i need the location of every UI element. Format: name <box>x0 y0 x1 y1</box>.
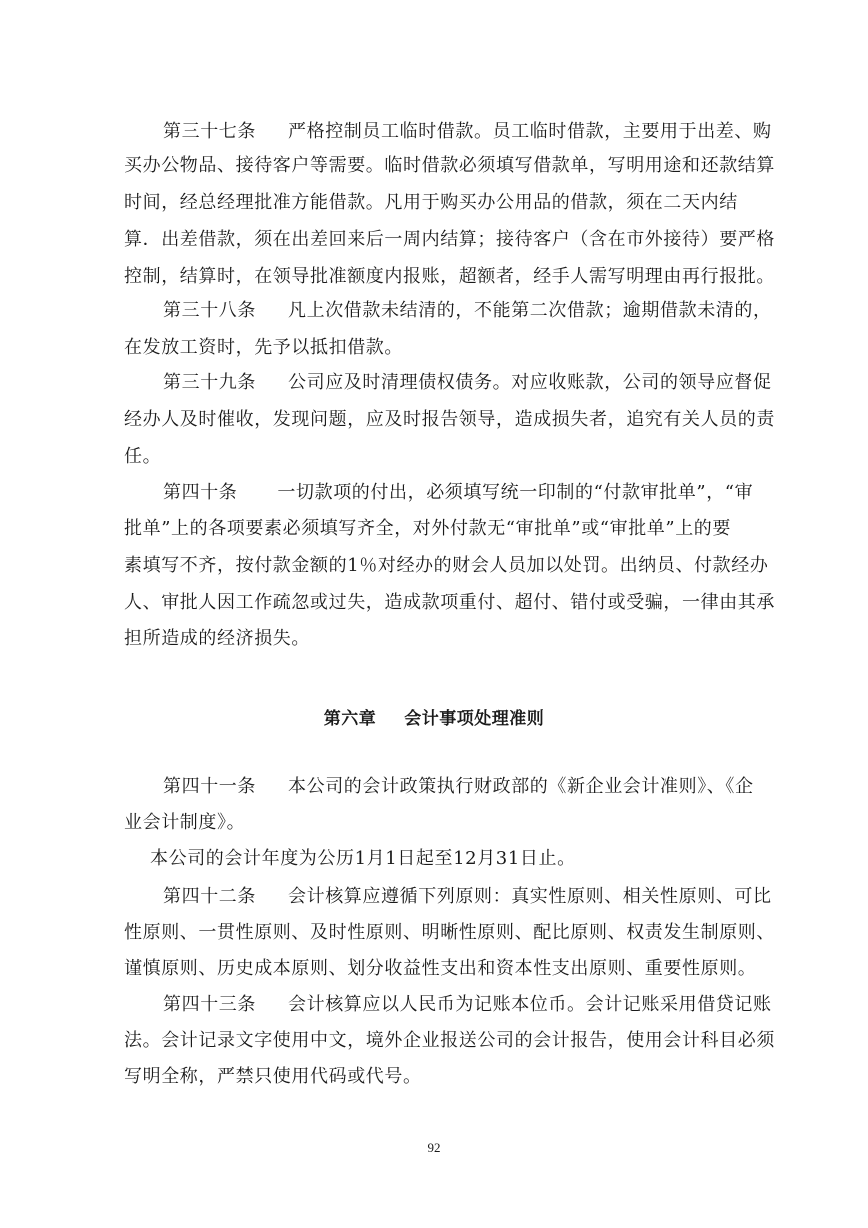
article-43-line-1 <box>163 994 772 1016</box>
article-39-text: 公司应及时清理债权债务。对应收账款，公司的领导应督促 <box>288 372 772 393</box>
article-40-line-4: 人、审批人因工作疏忽或过失，造成款项重付、超付、错付或受骗，一律由其承 <box>124 592 775 613</box>
page-number: 92 <box>427 1140 441 1155</box>
article-42-line-1 <box>163 886 772 908</box>
article-42-line-2: 性原则、一贯性原则、及时性原则、明晰性原则、配比原则、权责发生制原则、 <box>124 922 775 943</box>
article-38-text: 凡上次借款未结清的，不能第二次借款；逾期借款未清的， <box>288 300 772 321</box>
article-40-text: 一切款项的付出，必须填写统一印制的“付款审批单”，“审 <box>277 482 754 503</box>
article-43-text: 会计核算应以人民币为记账本位币。会计记账采用借贷记账 <box>288 994 772 1015</box>
article-39-number: 第三十九条 <box>163 372 256 393</box>
article-38-line-2: 在发放工资时，先予以抵扣借款。 <box>124 337 403 358</box>
article-38-number: 第三十八条 <box>163 300 256 321</box>
chapter-heading <box>0 704 868 729</box>
article-40-line-5: 担所造成的经济损失。 <box>124 628 310 649</box>
article-40-line-1 <box>163 482 753 504</box>
article-37-line-4: 算．出差借款，须在出差回来后一周内结算；接待客户（含在市外接待）要严格 <box>124 229 775 250</box>
article-43-line-2: 法。会计记录文字使用中文，境外企业报送公司的会计报告，使用会计科目必须 <box>124 1030 775 1051</box>
article-39-line-1 <box>163 372 772 394</box>
article-37-line-5: 控制，结算时，在领导批准额度内报账，超额者，经手人需写明理由再行报批。 <box>124 266 775 287</box>
article-43-number: 第四十三条 <box>163 994 256 1015</box>
article-41-number: 第四十一条 <box>163 776 256 797</box>
chapter-number: 第六章 <box>323 709 377 729</box>
article-41-line-2: 业会计制度》。 <box>124 812 246 833</box>
article-41-text: 本公司的会计政策执行财政部的《新企业会计准则》、《企 <box>288 776 754 797</box>
article-43-line-3: 写明全称，严禁只使用代码或代号。 <box>124 1066 422 1087</box>
article-37-text: 严格控制员工临时借款。员工临时借款，主要用于出差、购 <box>288 121 772 142</box>
article-37-line-3: 时间，经总经理批准方能借款。凡用于购买办公用品的借款，须在二天内结 <box>124 192 738 213</box>
article-38-line-1 <box>163 300 772 322</box>
article-37-line-2: 买办公物品、接待客户等需要。临时借款必须填写借款单，写明用途和还款结算 <box>124 155 775 176</box>
article-39-line-3: 任。 <box>124 446 162 467</box>
article-42-number: 第四十二条 <box>163 886 256 907</box>
fiscal-year-paragraph: 本公司的会计年度为公历1月1日起至12月31日止。 <box>150 848 576 869</box>
article-42-line-3: 谨慎原则、历史成本原则、划分收益性支出和资本性支出原则、重要性原则。 <box>124 958 757 979</box>
article-39-line-2: 经办人及时催收，发现问题，应及时报告领导，造成损失者，追究有关人员的责 <box>124 409 775 430</box>
article-40-line-3: 素填写不齐，按付款金额的1％对经办的财会人员加以处罚。出纳员、付款经办 <box>124 555 769 576</box>
article-42-text: 会计核算应遵循下列原则：真实性原则、相关性原则、可比 <box>288 886 772 907</box>
article-37-number: 第三十七条 <box>163 121 256 142</box>
article-41-line-1 <box>163 776 754 798</box>
chapter-title: 会计事项处理准则 <box>404 709 545 729</box>
article-40-number: 第四十条 <box>163 482 238 503</box>
article-37-line-1 <box>163 121 772 143</box>
article-40-line-2: 批单”上的各项要素必须填写齐全，对外付款无“审批单”或“审批单”上的要 <box>124 518 732 539</box>
